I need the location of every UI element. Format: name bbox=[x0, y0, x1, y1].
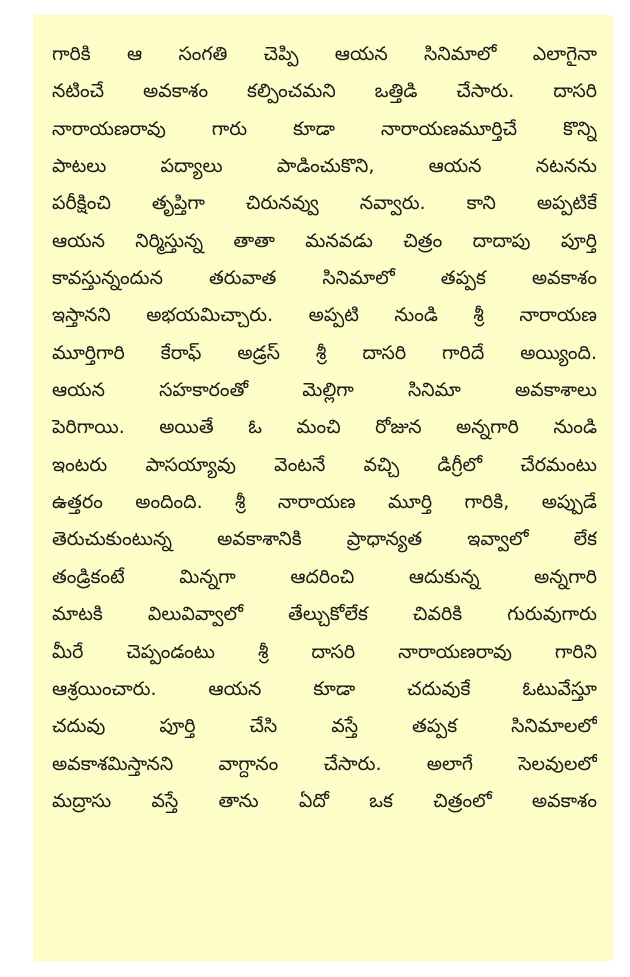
text-line: ఇంటరు పాసయ్యావు వెంటనే వచ్చి డిగ్రీలో చేరమంటు bbox=[52, 453, 597, 476]
text-line: తండ్రికంటే మిన్నగా ఆదరించి ఆదుకున్న అన్నగారి bbox=[52, 565, 597, 588]
text-line: మద్రాసు వస్తే తాను ఏదో ఒక చిత్రంలో అవకాశం bbox=[52, 789, 597, 812]
text-line: ఉత్తరం అందింది. శ్రీ నారాయణ మూర్తి గారికి, అప్పుడే bbox=[52, 491, 597, 514]
text-line: ఆయన సహకారంతో మెల్లిగా సినిమా అవకాశాలు bbox=[52, 379, 597, 402]
text-line: ఆశ్రయించారు. ఆయన కూడా చదువుకే ఓటువేస్తూ bbox=[52, 677, 597, 700]
text-line: గారికి ఆ సంగతి చెప్పి ఆయన సినిమాలో ఎలాగైనా bbox=[52, 43, 597, 65]
text-line: పరీక్షించి తృప్తిగా చిరునవ్వు నవ్వారు. కాని అప్పటికే bbox=[52, 192, 597, 215]
text-line: అవకాశమిస్తానని వాగ్దానం చేసారు. అలాగే సెలవులలో bbox=[52, 752, 597, 775]
text-line: పాటలు పద్యాలు పాడించుకొని, ఆయన నటనను bbox=[52, 155, 597, 178]
body-text bbox=[52, 36, 597, 820]
text-line: మీరే చెప్పండంటు శ్రీ దాసరి నారాయణరావు గారిని bbox=[52, 640, 597, 663]
text-line: నటించే అవకాశం కల్పించమని ఒత్తిడి చేసారు. దాసరి bbox=[52, 80, 597, 103]
text-line: పెరిగాయి. అయితే ఓ మంచి రోజున అన్నగారి నుండి bbox=[52, 416, 597, 439]
text-line: ఇస్తానని అభయమిచ్చారు. అప్పటి నుండి శ్రీ నారాయణ bbox=[52, 304, 597, 327]
text-line: కావస్తున్నందున తరువాత సినిమాలో తప్పక అవకాశం bbox=[52, 267, 597, 290]
text-line: తెరుచుకుంటున్న అవకాశానికి ప్రాధాన్యత ఇవ్వాలో లేక bbox=[52, 528, 597, 551]
text-line: మాటకి విలువివ్వాలో తేల్చుకోలేక చివరికి గురువుగారు bbox=[52, 603, 597, 626]
text-line: ఆయన నిర్మిస్తున్న తాతా మనవడు చిత్రం దాదాపు పూర్తి bbox=[52, 229, 597, 252]
text-line: నారాయణరావు గారు కూడా నారాయణమూర్తిచే కొన్ని bbox=[52, 117, 597, 140]
text-line: చదువు పూర్తి చేసి వస్తే తప్పక సినిమాలలో bbox=[52, 715, 597, 738]
text-line: మూర్తిగారి కేరాఫ్ అడ్రస్ శ్రీ దాసరి గారిదే అయ్యింది. bbox=[52, 341, 597, 364]
